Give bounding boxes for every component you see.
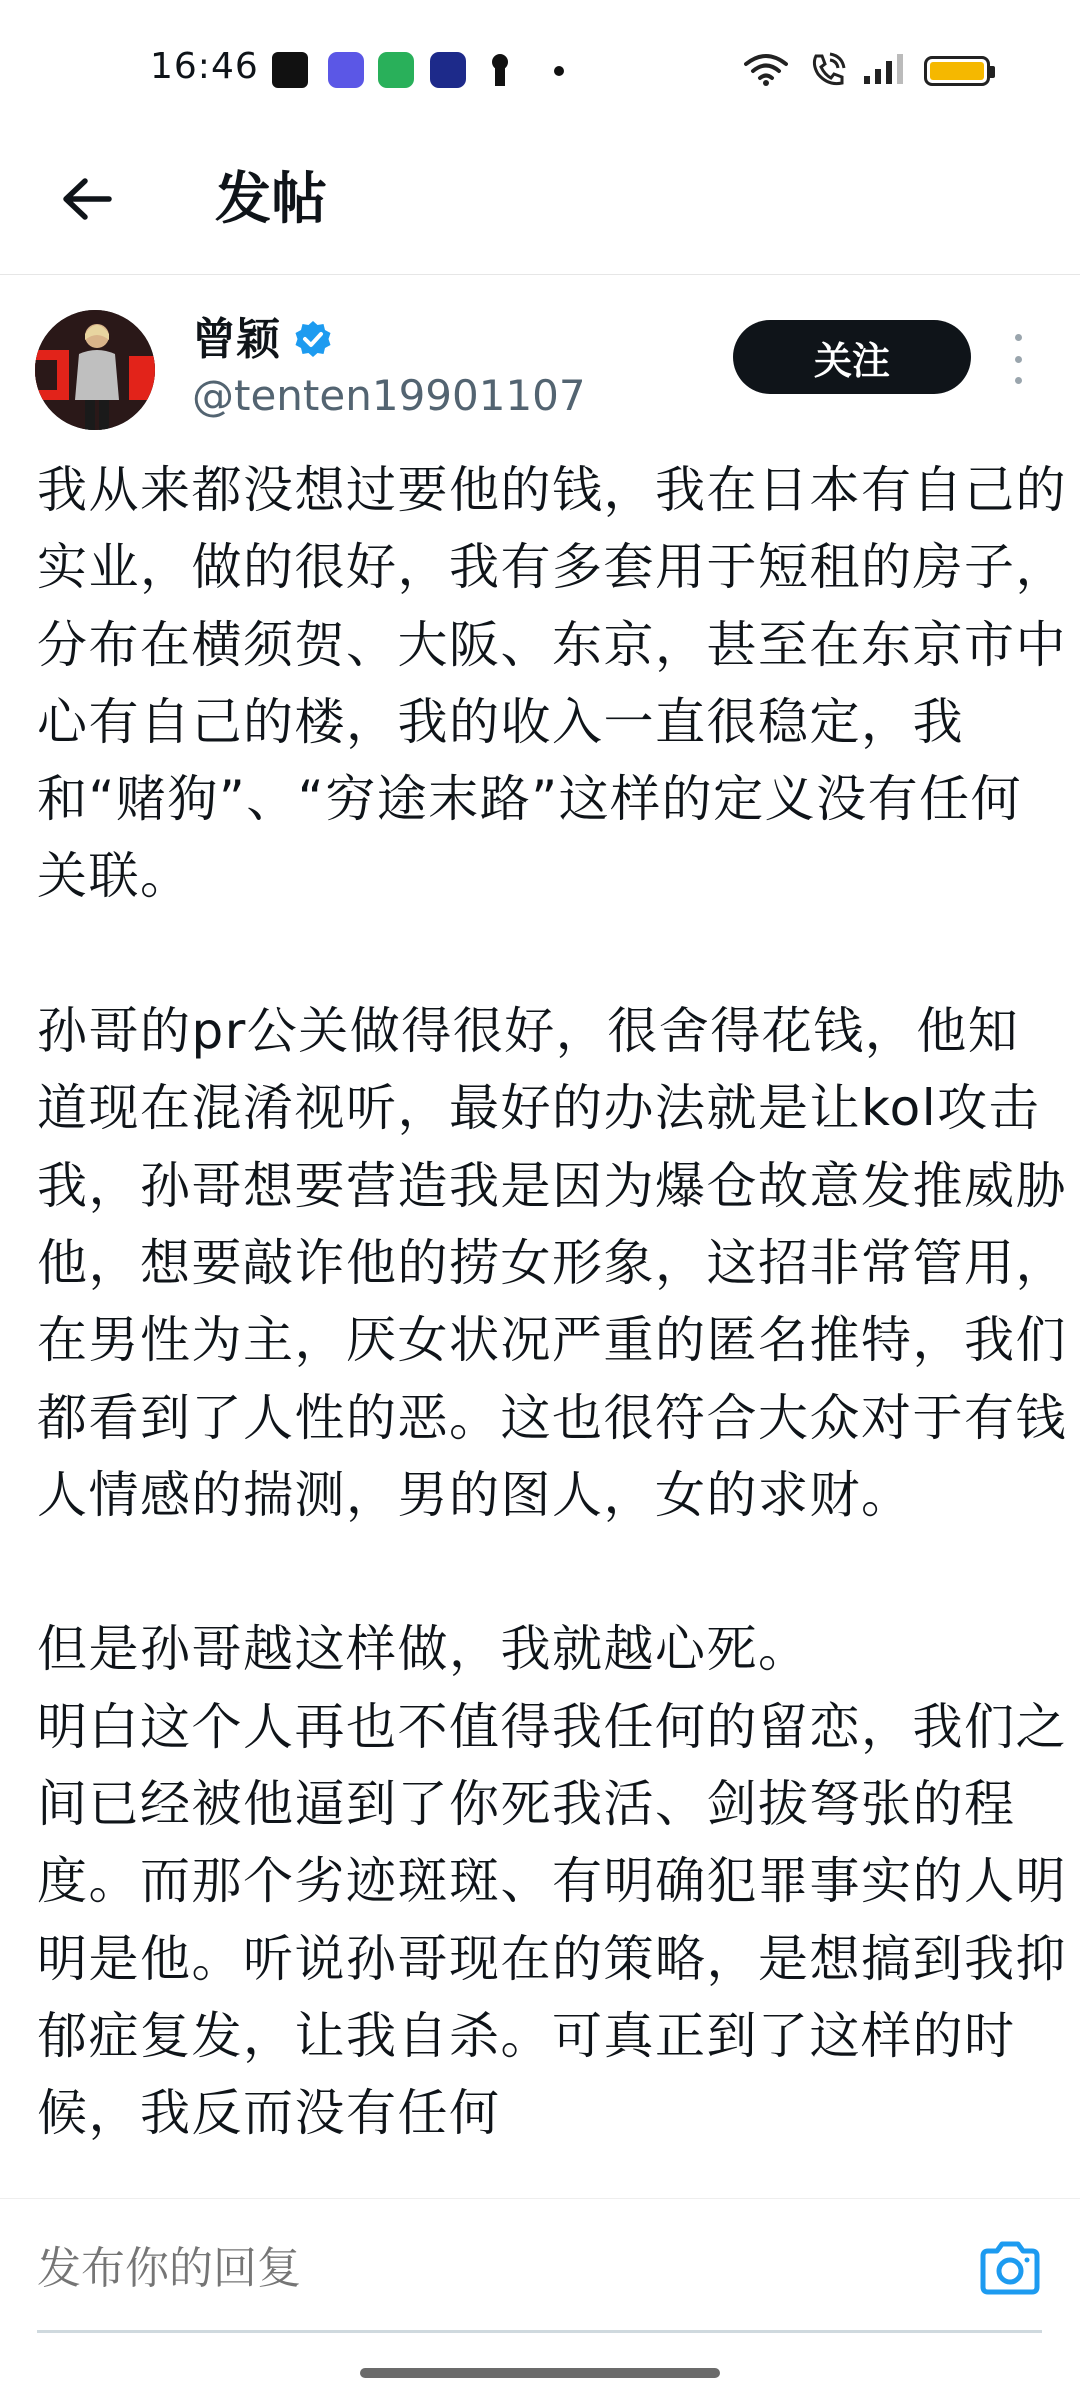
more-dot-icon — [1015, 356, 1022, 363]
tweet-paragraph: 但是孙哥越这样做，我就越心死。 明白这个人再也不值得我任何的留恋，我们之间已经被他逼到了你死我活、剑拔弩张的程度。而那个劣迹斑斑、有明确犯罪事实的人明明是他。听说孙哥现在的策略，是想搞到我抑郁症复发，让我自杀。可真正到了这样的时候，我反而没有任何 — [37, 1620, 1067, 2143]
follow-button[interactable]: 关注 — [733, 320, 971, 394]
status-time: 16:46 — [150, 46, 259, 87]
reply-input[interactable] — [37, 2243, 937, 2294]
battery-level — [930, 62, 984, 80]
signal-icon — [862, 52, 906, 86]
home-indicator[interactable] — [360, 2368, 720, 2378]
camera-icon — [975, 2234, 1045, 2304]
wifi-icon — [744, 52, 788, 86]
battery-icon — [924, 56, 990, 86]
author-name[interactable] — [192, 312, 334, 368]
more-notifications-dot-icon — [554, 66, 564, 76]
reply-underline — [37, 2330, 1042, 2333]
weather-app-icon — [328, 52, 364, 88]
more-dot-icon — [1015, 377, 1022, 384]
top-app-bar — [0, 140, 1080, 275]
camera-button[interactable] — [975, 2234, 1045, 2304]
verified-badge-icon — [292, 319, 334, 361]
arrow-left-icon — [61, 177, 113, 221]
back-button[interactable] — [52, 164, 122, 234]
page-title: 发帖 — [215, 167, 327, 232]
avatar-photo — [35, 310, 155, 430]
tweet-paragraph: 我从来都没想过要他的钱，我在日本有自己的实业，做的很好，我有多套用于短租的房子，分布在横须贺、大阪、东京，甚至在东京市中心有自己的楼，我的收入一直很稳定，我和“赌狗”、“穷途末路”这样的定义没有任何关联。 — [37, 461, 1067, 906]
more-dot-icon — [1015, 334, 1022, 341]
author-handle[interactable]: @tenten19901107 — [192, 371, 586, 420]
tweet-paragraph: 孙哥的pr公关做得很好，很舍得花钱，他知道现在混淆视听，最好的办法就是让kol攻击我，孙哥想要营造我是因为爆仓故意发推威胁他，想要敲诈他的捞女形象，这招非常管用，在男性为主，厌女状况严重的匿名推特，我们都看到了人性的恶。这也很符合大众对于有钱人情感的揣测，男的图人，女的求财。 — [37, 1002, 1067, 1524]
wifi-call-icon — [808, 50, 848, 88]
star-app-icon — [430, 52, 466, 88]
more-options-button[interactable] — [1006, 334, 1030, 384]
keyhole-icon — [488, 52, 512, 88]
shield-app-icon — [378, 52, 414, 88]
notification-app-icon — [272, 52, 308, 88]
status-bar — [0, 0, 1080, 140]
avatar[interactable] — [35, 310, 155, 430]
author-name-text: 曾颖 — [192, 314, 280, 365]
tweet-text — [37, 452, 1067, 2192]
